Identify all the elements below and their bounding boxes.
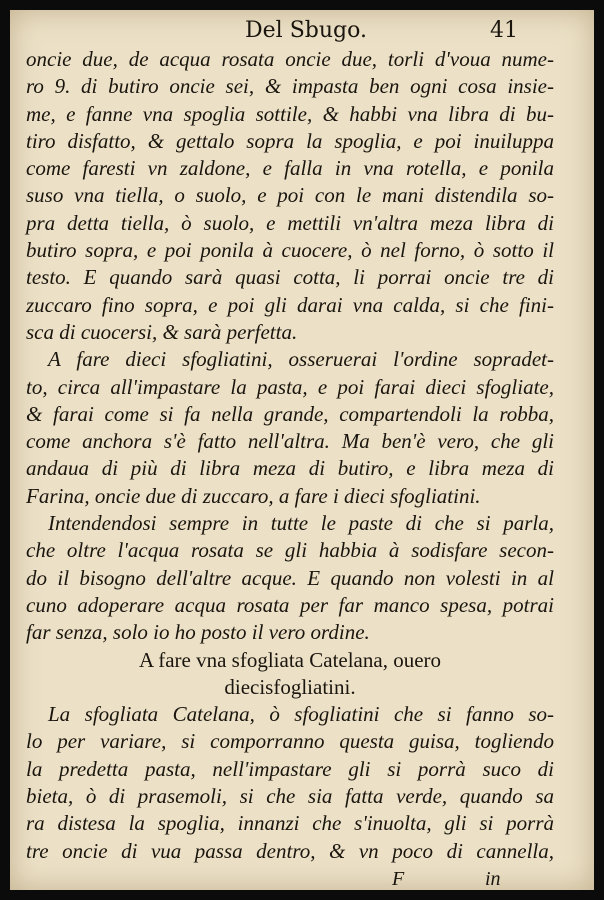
text-line: bieta, ò di prasemoli, si che sia fatta verde, quando sa [26,784,554,809]
text-line: come faresti vn zaldone, e falla in vna rotella, e ponila [26,156,554,181]
book-page [10,10,594,890]
text-line: tre oncie di vua passa dentro, & vn poco di cannella, [26,838,554,863]
text-line: la predetta pasta, nell'impastare gli si porrà suco di [26,756,554,781]
text-line: to, circa all'impastare la pasta, e poi farai dieci sfogliate, [26,374,554,399]
text-line: come anchora s'è fatto nell'altra. Ma ben'è vero, che gli [26,429,554,454]
page-number: 41 [490,18,518,43]
running-title: Del Sbugo. [245,18,367,43]
text-line: ra distesa la spoglia, innanzi che s'inuolta, gli si porrà [26,811,554,836]
text-line: cuno adoperare acqua rosata per far manco spesa, potrai [26,592,554,617]
running-head [10,18,594,48]
text-line: Farina, oncie due di zuccaro, a fare i dieci sfogliatini. [26,483,481,508]
text-line: oncie due, de acqua rosata oncie due, torli d'voua nume- [26,47,554,71]
text-line: A fare dieci sfogliatini, osseruerai l'ordine sopradet- [48,347,554,372]
signature-mark: F [392,868,405,890]
text-line: far senza, solo io ho posto il vero ordine. [26,620,370,645]
text-line: che oltre l'acqua rosata se gli habbia à sodisfare secon- [26,538,554,563]
catchword: in [485,868,501,890]
text-block [26,46,554,865]
text-line: sca di cuocersi, & sarà perfetta. [26,319,298,344]
text-line: testo. E quando sarà quasi cotta, li porrai oncie tre di [26,265,554,290]
section-heading: A fare vna sfogliata Catelana, ouero [138,647,442,672]
text-line: me, e fanne vna spoglia sottile, & habbi vna libra di bu- [26,101,554,126]
text-line: andaua di più di libra meza di butiro, e libra meza di [26,456,554,481]
text-line: Intendendosi sempre in tutte le paste di che si parla, [48,511,554,536]
text-line: & farai come si fa nella grande, compartendoli la robba, [26,401,554,426]
text-line: suso vna tiella, o suolo, e poi con le mani distendila so- [26,183,554,208]
text-line: pra detta tiella, ò suolo, e mettili vn'altra meza libra di [26,210,554,235]
text-line: zuccaro fino sopra, e poi gli darai vna calda, si che fini- [26,292,554,317]
text-line: butiro sopra, e poi ponila à cuocere, ò nel forno, ò sotto il [26,238,554,263]
text-line: lo per variare, si comporranno questa guisa, togliendo [26,729,554,754]
page-footer [10,868,594,890]
text-line: La sfogliata Catelana, ò sfogliatini che si fanno so- [48,702,554,727]
section-heading: diecisfogliatini. [224,674,356,699]
text-line: tiro disfatto, & gettalo sopra la spoglia, e poi inuiluppa [26,128,554,153]
text-line: do il bisogno dell'altre acque. E quando non volesti in al [26,565,554,590]
text-line: ro 9. di butiro oncie sei, & impasta ben ogni cosa insie- [26,74,554,99]
